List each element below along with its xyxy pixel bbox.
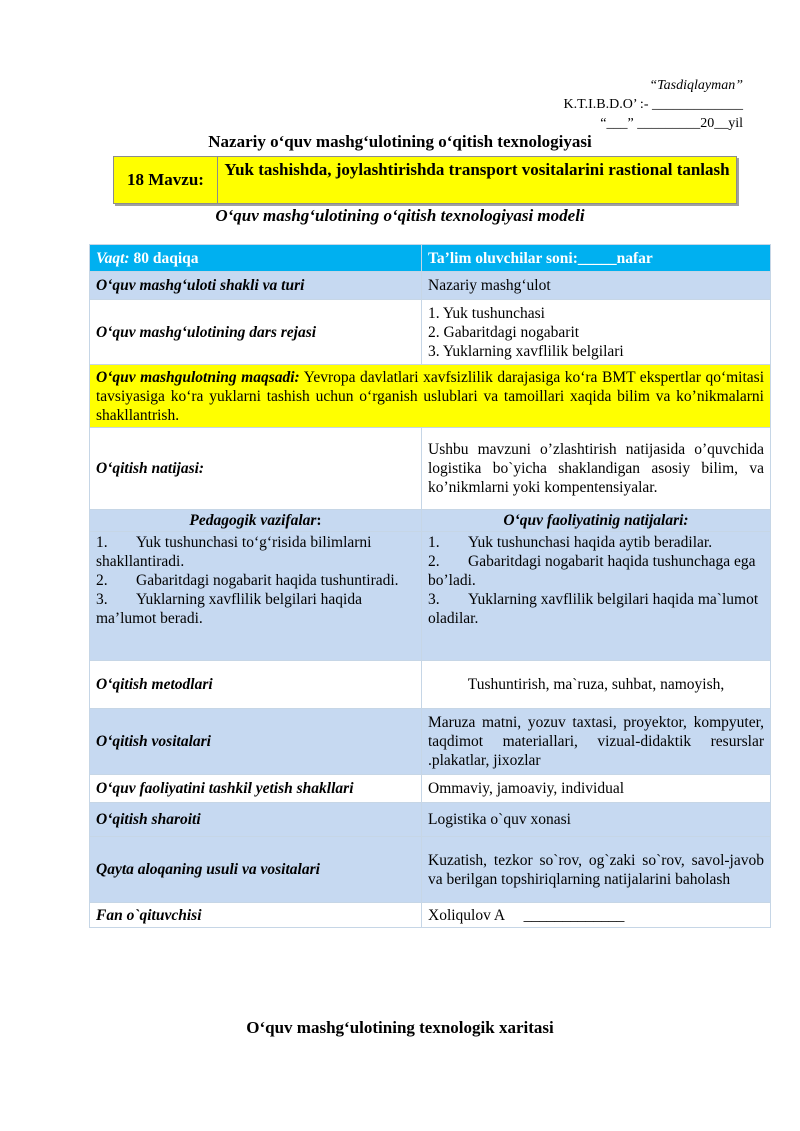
- goal-text: Yevropa davlatlari xavfsizlilik darajasiga ko‘ra BMT ekspertlar qo‘mitasi tavsiyasiga ko‘ra yuklarni tashish uchun o‘rganish uslublari va tamoillari xaqida bilim va ko’nikmalarni shakllantrish.: [96, 368, 765, 424]
- table-row: [90, 709, 771, 775]
- table-row: [90, 245, 771, 272]
- feedback-label: Qayta aloqaning usuli va vositalari: [90, 837, 422, 903]
- plan-value: [422, 300, 771, 365]
- condition-label: O‘qitish sharoiti: [90, 803, 422, 837]
- table-row: [90, 803, 771, 837]
- table-row: [90, 903, 771, 928]
- tasks-header: [90, 510, 422, 532]
- list-item: 3. Yuklarning xavflilik belgilari haqida ma`lumot oladilar.: [428, 591, 759, 627]
- approval-line-2: K.T.I.B.D.O’ :- _____________: [563, 97, 743, 112]
- tasks-list: [90, 532, 422, 661]
- list-item: 2. Gabaritdagi nogabarit haqida tushunchaga ega bo’ladi.: [428, 553, 756, 589]
- methods-value: Tushuntirish, ma`ruza, suhbat, namoyish,: [422, 661, 771, 709]
- tasks-header-colon: :: [316, 512, 322, 529]
- time-value: 80 daqiqa: [129, 249, 199, 267]
- students-cell: Ta’lim oluvchilar soni:_____nafar: [422, 245, 771, 272]
- approval-line-1: “Tasdiqlayman”: [649, 78, 743, 93]
- result-value: Ushbu mavzuni o’zlashtirish natijasida o’quvchida logistika bo`yicha shaklandigan asosiy bilim, va ko’nikmlarni yoki kompentensiyalar.: [422, 428, 771, 510]
- approval-block: [443, 76, 743, 133]
- tools-value: Maruza matni, yozuv taxtasi, proyektor, kompyuter, taqdimot materiallari, vizual-didaktik resurslar .plakatlar, jixozlar: [422, 709, 771, 775]
- form-label: O‘quv mashg‘uloti shakli va turi: [90, 272, 422, 300]
- goal-label: O‘quv mashgulotning maqsadi:: [96, 368, 300, 386]
- outcomes-list: [422, 532, 771, 661]
- table-row: [90, 661, 771, 709]
- list-item: 1. Yuk tushunchasi to‘g‘risida bilimlarni shakllantiradi.: [96, 534, 372, 570]
- table-row: [90, 532, 771, 661]
- plan-item: 3. Yuklarning xavflilik belgilari: [428, 342, 624, 360]
- form-value: Nazariy mashg‘ulot: [422, 272, 771, 300]
- model-table: [89, 244, 771, 928]
- model-title: O‘quv mashg‘ulotining o‘qitish texnologiyasi modeli: [215, 206, 585, 225]
- goal-cell: [90, 365, 771, 428]
- plan-item: 2. Gabaritdagi nogabarit: [428, 323, 580, 341]
- table-row: [90, 775, 771, 803]
- plan-item: 1. Yuk tushunchasi: [428, 304, 545, 322]
- table-row: [90, 428, 771, 510]
- table-row: [90, 510, 771, 532]
- list-item: 3. Yuklarning xavflilik belgilari haqida ma’lumot beradi.: [96, 591, 362, 627]
- table-row: [90, 272, 771, 300]
- org-value: Ommaviy, jamoaviy, individual: [422, 775, 771, 803]
- outcomes-header: O‘quv faoliyatinig natijalari:: [422, 510, 771, 532]
- topic-value: Yuk tashishda, joylashtirishda transport vositalarini rastional tanlash: [224, 160, 730, 179]
- topic-label: 18 Mavzu:: [114, 157, 218, 203]
- tools-label: O‘qitish vositalari: [90, 709, 422, 775]
- list-item: 1. Yuk tushunchasi haqida aytib beradilar.: [428, 534, 713, 551]
- teacher-label: Fan o`qituvchisi: [90, 903, 422, 928]
- document-title: Nazariy o‘quv mashg‘ulotining o‘qitish texnologiyasi: [208, 132, 592, 151]
- time-label: Vaqt:: [96, 249, 130, 267]
- methods-label: O‘qitish metodlari: [90, 661, 422, 709]
- approval-line-3: “___” _________20__yil: [600, 116, 743, 131]
- footer-title: O‘quv mashg‘ulotining texnologik xaritasi: [246, 1018, 554, 1037]
- teacher-value: Xoliqulov A _____________: [422, 903, 771, 928]
- result-label: O‘qitish natijasi:: [90, 428, 422, 510]
- time-cell: [90, 245, 422, 272]
- org-label: O‘quv faoliyatini tashkil yetish shakllari: [90, 775, 422, 803]
- feedback-value: Kuzatish, tezkor so`rov, og`zaki so`rov, savol-javob va berilgan topshiriqlarning natijalarini baholash: [422, 837, 771, 903]
- condition-value: Logistika o`quv xonasi: [422, 803, 771, 837]
- plan-label: O‘quv mashg‘ulotining dars rejasi: [90, 300, 422, 365]
- tasks-header-label: Pedagogik vazifalar: [189, 512, 317, 529]
- list-item: 2. Gabaritdagi nogabarit haqida tushuntiradi.: [96, 572, 399, 589]
- topic-box: [113, 156, 737, 204]
- table-row: [90, 365, 771, 428]
- table-row: [90, 837, 771, 903]
- table-row: [90, 300, 771, 365]
